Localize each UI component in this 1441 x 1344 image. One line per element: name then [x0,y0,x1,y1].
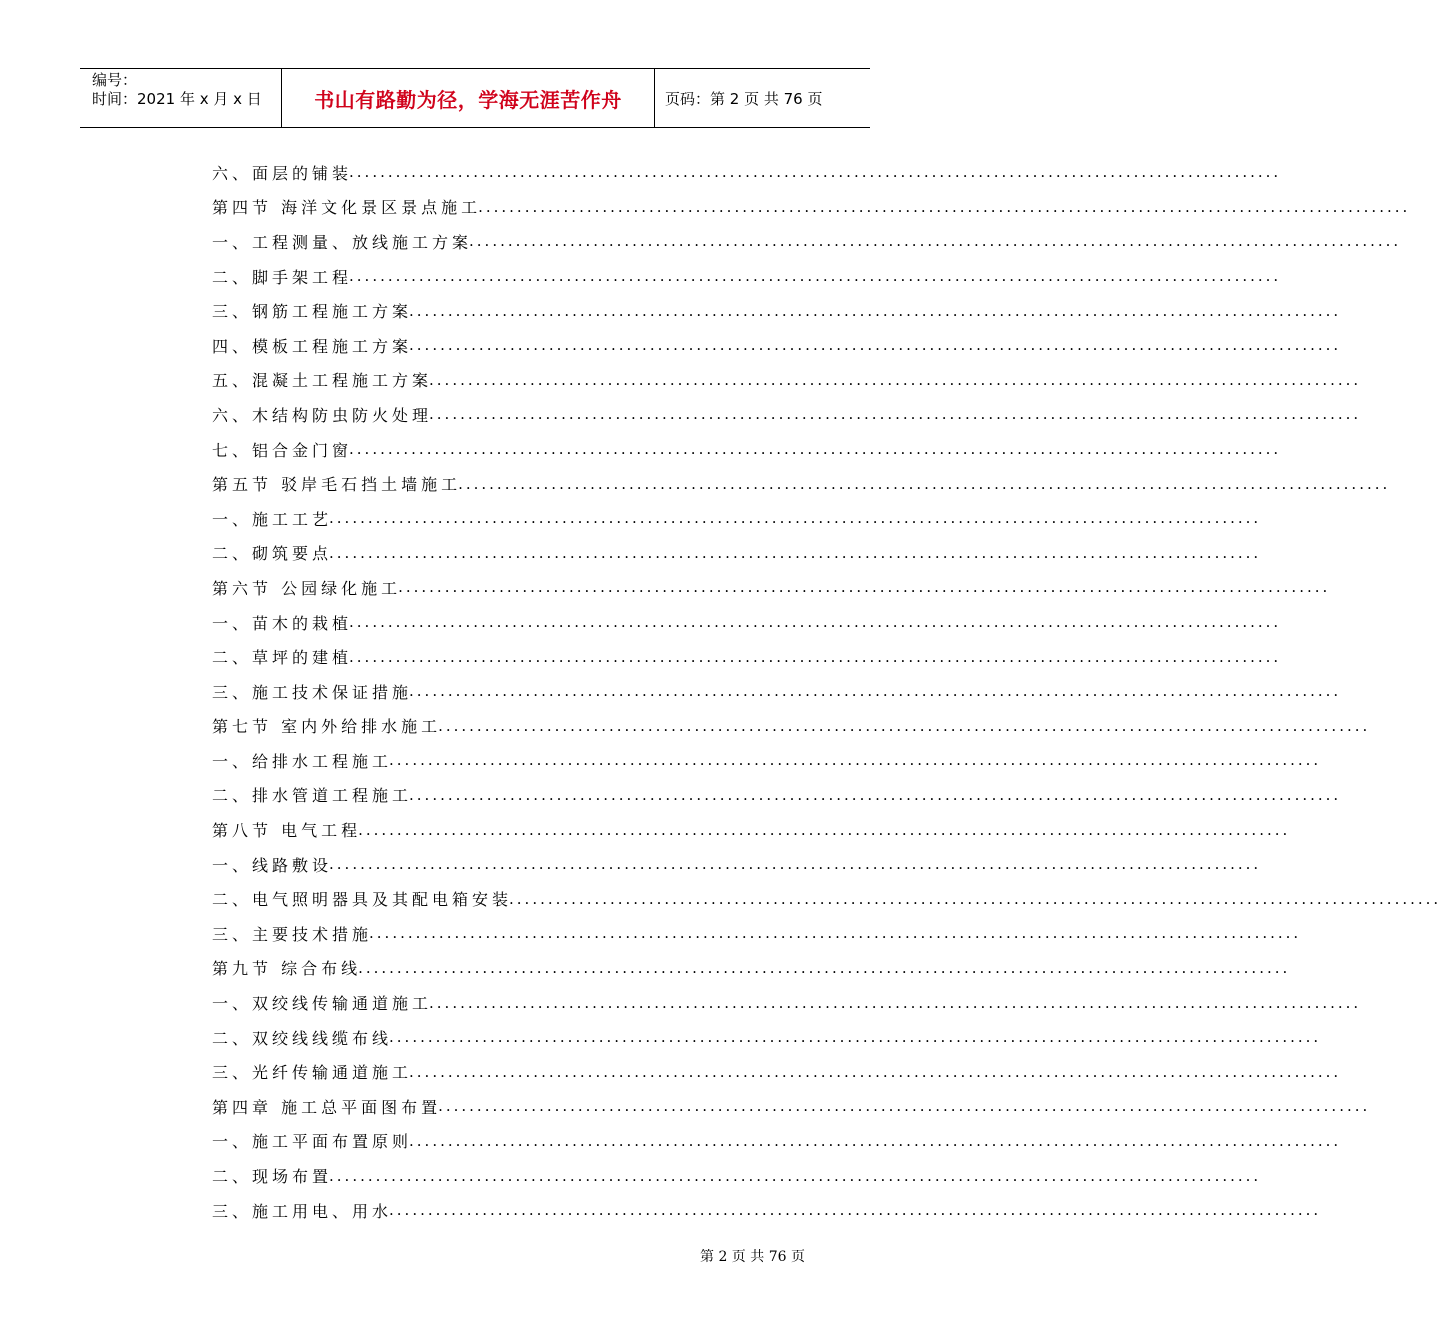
footer-page-number: 第 2 页 共 76 页 [700,1249,805,1265]
time-label: 时间：2021 年 x 月 x 日 [92,90,262,108]
toc-entry [212,328,1342,363]
toc-entry [212,501,1262,536]
toc-dot-leader: ........................................................................................................................ [429,405,1362,424]
toc-dot-leader: ........................................................................................................................ [329,509,1262,528]
toc-entry-title: 一、给排水工程施工 [212,751,393,771]
toc-dot-leader: ........................................................................................................................ [409,785,1342,804]
toc-dot-leader: ........................................................................................................................ [389,751,1322,770]
table-of-contents [212,155,1441,1227]
toc-entry [212,916,1302,951]
toc-dot-leader: ........................................................................................................................ [409,301,1342,320]
toc-entry-title: 一、双绞线传输通道施工 [212,994,433,1014]
toc-entry [212,224,1402,259]
toc-entry-title: 六、面层的铺装 [212,163,353,183]
toc-dot-leader: ........................................................................................................................ [389,1028,1322,1047]
toc-entry-title: 二、双绞线线缆布线 [212,1028,393,1048]
toc-entry-title: 三、主要技术措施 [212,924,373,944]
page-header [80,68,870,128]
toc-entry-title: 一、工程测量、放线施工方案 [212,232,473,252]
toc-entry [212,951,1291,986]
toc-entry-title: 一、施工工艺 [212,509,333,529]
toc-dot-leader: ........................................................................................................................ [458,474,1391,493]
toc-dot-leader: ........................................................................................................................ [409,1131,1342,1150]
toc-entry-title: 二、电气照明器具及其配电箱安装 [212,890,513,910]
toc-dot-leader: ........................................................................................................................ [469,232,1402,251]
toc-entry [212,397,1362,432]
toc-entry-title: 第五节 驳岸毛石挡土墙施工 [212,475,462,495]
toc-entry [212,1020,1322,1055]
toc-entry-title: 第四节 海洋文化景区景点施工 [212,198,482,218]
toc-entry [212,293,1342,328]
toc-entry [212,1193,1322,1228]
toc-dot-leader: ........................................................................................................................ [329,1166,1262,1185]
toc-entry-title: 六、木结构防虫防火处理 [212,405,433,425]
toc-entry-title: 二、脚手架工程 [212,267,353,287]
toc-dot-leader: ........................................................................................................................ [349,647,1282,666]
toc-entry [212,363,1362,398]
toc-entry [212,847,1262,882]
toc-dot-leader: ........................................................................................................................ [429,370,1362,389]
header-meta-cell [80,69,282,127]
toc-entry-title: 三、光纤传输通道施工 [212,1063,413,1083]
header-page-label: 页码：第 2 页 共 76 页 [665,89,823,108]
toc-entry-title: 七、铝合金门窗 [212,440,353,460]
toc-entry [212,155,1282,190]
toc-entry [212,778,1342,813]
toc-dot-leader: ........................................................................................................................ [369,924,1302,943]
toc-entry [212,1089,1371,1124]
toc-dot-leader: ........................................................................................................................ [409,336,1342,355]
toc-dot-leader: ........................................................................................................................ [438,1097,1371,1116]
toc-entry-title: 五、混凝土工程施工方案 [212,371,433,391]
toc-dot-leader: ........................................................................................................................ [329,855,1262,874]
toc-entry-title: 三、施工用电、用水 [212,1201,393,1221]
header-motto-cell [282,69,655,127]
toc-entry [212,1124,1342,1159]
toc-dot-leader: ........................................................................................................................ [349,613,1282,632]
toc-entry [212,1054,1342,1089]
toc-dot-leader: ........................................................................................................................ [478,197,1411,216]
toc-entry-title: 第六节 公园绿化施工 [212,578,402,598]
toc-entry-title: 二、现场布置 [212,1167,333,1187]
toc-entry [212,536,1262,571]
toc-entry-title: 一、线路敷设 [212,855,333,875]
toc-entry [212,709,1371,744]
toc-entry-title: 一、苗木的栽植 [212,613,353,633]
toc-dot-leader: ........................................................................................................................ [358,820,1291,839]
toc-entry [212,190,1411,225]
page-footer [700,1246,805,1266]
toc-entry-title: 第四章 施工总平面图布置 [212,1097,442,1117]
toc-entry [212,605,1282,640]
toc-dot-leader: ........................................................................................................................ [358,958,1291,977]
toc-entry [212,1158,1262,1193]
toc-dot-leader: ........................................................................................................................ [329,543,1262,562]
toc-entry-title: 二、排水管道工程施工 [212,786,413,806]
toc-entry-title: 第七节 室内外给排水施工 [212,717,442,737]
toc-entry [212,812,1291,847]
toc-dot-leader: ........................................................................................................................ [349,267,1282,286]
toc-entry [212,639,1282,674]
toc-entry [212,570,1331,605]
number-label: 编号： [92,71,138,89]
toc-dot-leader: ........................................................................................................................ [349,440,1282,459]
toc-dot-leader: ........................................................................................................................ [509,889,1441,908]
toc-entry-title: 二、草坪的建植 [212,648,353,668]
toc-entry-title: 第八节 电气工程 [212,821,362,841]
toc-dot-leader: ........................................................................................................................ [389,1201,1322,1220]
motto-text: 书山有路勤为径，学海无涯苦作舟 [314,87,622,112]
toc-dot-leader: ........................................................................................................................ [438,716,1371,735]
toc-entry [212,743,1322,778]
toc-entry-title: 一、施工平面布置原则 [212,1132,413,1152]
toc-entry [212,985,1362,1020]
toc-entry-title: 第九节 综合布线 [212,959,362,979]
toc-entry [212,674,1342,709]
toc-entry-title: 二、砌筑要点 [212,544,333,564]
toc-dot-leader: ........................................................................................................................ [409,1062,1342,1081]
toc-entry [212,466,1391,501]
toc-dot-leader: ........................................................................................................................ [409,682,1342,701]
toc-entry-title: 四、模板工程施工方案 [212,336,413,356]
toc-entry [212,259,1282,294]
toc-dot-leader: ........................................................................................................................ [429,993,1362,1012]
toc-dot-leader: ........................................................................................................................ [398,578,1331,597]
toc-entry-title: 三、施工技术保证措施 [212,682,413,702]
toc-entry [212,432,1282,467]
toc-entry-title: 三、钢筋工程施工方案 [212,302,413,322]
toc-entry [212,881,1441,916]
header-page-cell [655,69,870,127]
toc-dot-leader: ........................................................................................................................ [349,163,1282,182]
